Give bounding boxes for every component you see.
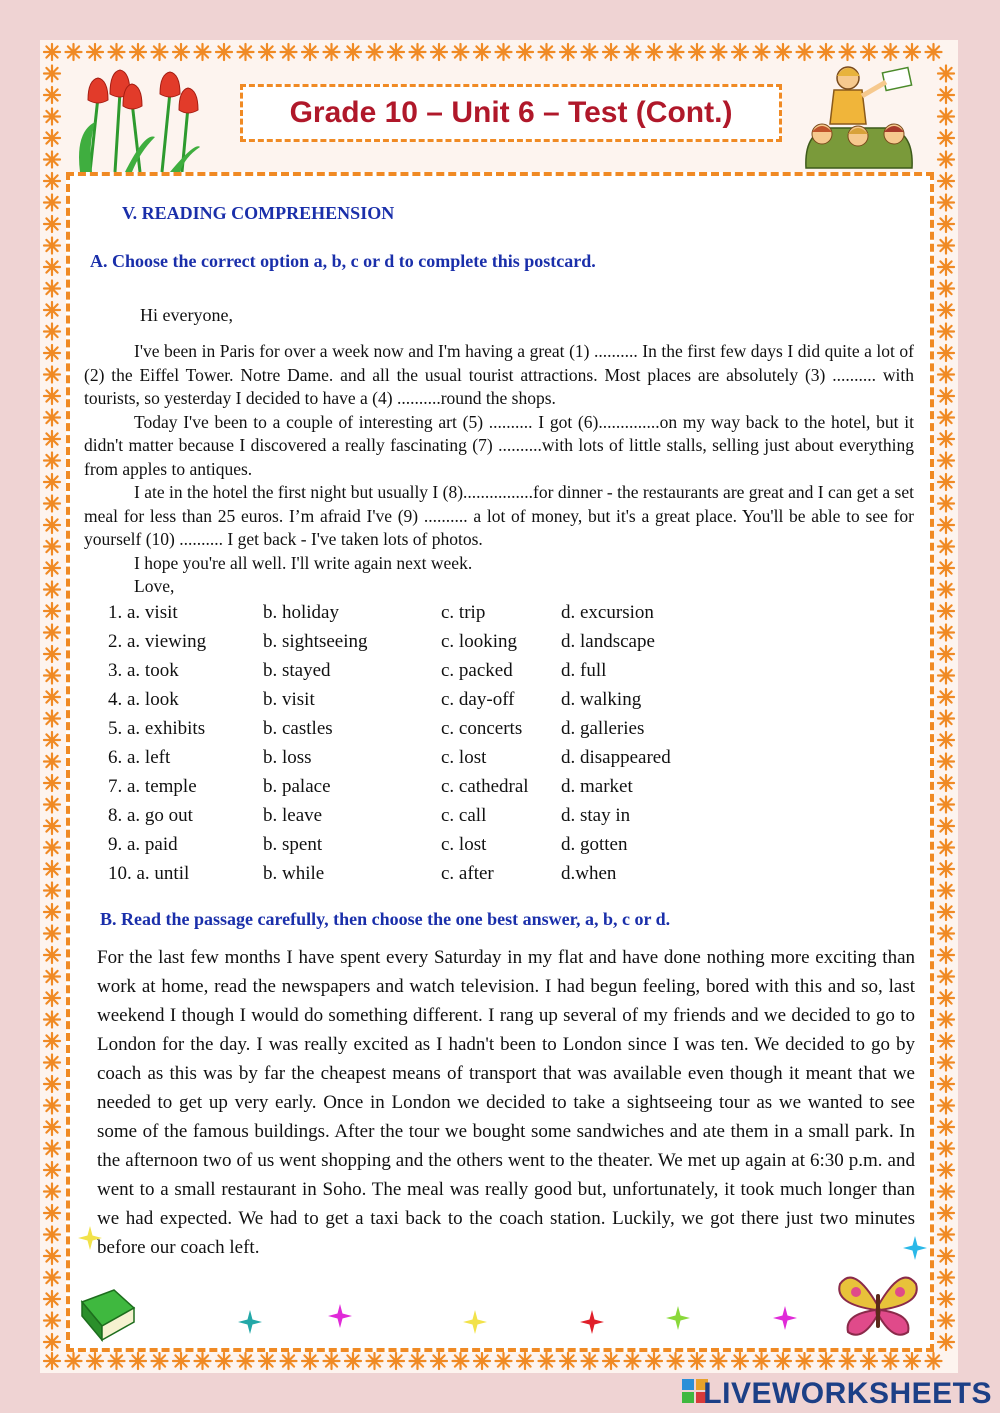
part-b-instruction: B. Read the passage carefully, then choose the one best answer, a, b, c or d. bbox=[100, 909, 671, 929]
option-a[interactable]: 7. a. temple bbox=[108, 775, 197, 797]
option-row bbox=[108, 830, 721, 859]
option-row bbox=[108, 801, 721, 830]
option-d[interactable]: d.when bbox=[561, 862, 617, 884]
postcard-signoff: Love, bbox=[134, 576, 175, 596]
option-row bbox=[108, 714, 721, 743]
option-d[interactable]: d. walking bbox=[561, 688, 642, 710]
sparkles-decoration bbox=[70, 1220, 940, 1350]
option-b[interactable]: b. spent bbox=[263, 833, 323, 855]
option-a[interactable]: 1. a. visit bbox=[108, 601, 178, 623]
sparkle-icon bbox=[903, 1236, 927, 1260]
option-c[interactable]: c. concerts bbox=[441, 717, 523, 739]
option-c[interactable]: c. after bbox=[441, 862, 494, 884]
option-c[interactable]: c. day-off bbox=[441, 688, 515, 710]
option-d[interactable]: d. stay in bbox=[561, 804, 631, 826]
answer-options bbox=[108, 598, 721, 888]
sparkle-icon bbox=[238, 1310, 262, 1334]
option-d[interactable]: d. galleries bbox=[561, 717, 645, 739]
option-a[interactable]: 4. a. look bbox=[108, 688, 179, 710]
option-c[interactable]: c. lost bbox=[441, 746, 487, 768]
postcard-greeting: Hi everyone, bbox=[140, 305, 233, 325]
option-row bbox=[108, 627, 721, 656]
passage-text: For the last few months I have spent every Saturday in my flat and have done nothing more exciting than work at home, read the newspapers and watch television. I had begun feeling, bored with this and so, last weekend I though I would do something different. I rang up several of my friends and we decided to go to London for the day. I was really excited as I hadn't been to London since I was ten. We decided to go by coach as this was by far the cheapest means of transport that was available even though it meant that we needed to get up very early. Once in London we decided to take a sightseeing tour as we wanted to see some of the famous buildings. After the tour we bought some sandwiches and ate them in a small park. In the afternoon two of us went shopping and the others went to the theater. We met up again at 6:30 p.m. and went to a small restaurant in Soho. The meal was really good but, unfortunately, it took much longer than we had expected. We had to get a taxi back to the coach station. Luckily, we got there just two minutes before our coach left. bbox=[97, 947, 915, 1258]
postcard-paragraph: I hope you're all well. I'll write again next week. bbox=[134, 552, 473, 573]
option-b[interactable]: b. leave bbox=[263, 804, 323, 826]
sparkle-icon bbox=[580, 1310, 604, 1334]
option-a[interactable]: 10. a. until bbox=[108, 862, 190, 884]
option-b[interactable]: b. visit bbox=[263, 688, 315, 710]
option-b[interactable]: b. loss bbox=[263, 746, 312, 768]
option-a[interactable]: 8. a. go out bbox=[108, 804, 193, 826]
option-d[interactable]: d. disappeared bbox=[561, 746, 671, 768]
option-a[interactable]: 5. a. exhibits bbox=[108, 717, 206, 739]
option-a[interactable]: 9. a. paid bbox=[108, 833, 178, 855]
option-a[interactable]: 2. a. viewing bbox=[108, 630, 207, 652]
option-a[interactable]: 6. a. left bbox=[108, 746, 171, 768]
reading-passage bbox=[97, 943, 915, 1262]
option-c[interactable]: c. lost bbox=[441, 833, 487, 855]
sparkle-icon bbox=[666, 1306, 690, 1330]
option-row bbox=[108, 859, 721, 888]
sparkle-icon bbox=[328, 1304, 352, 1328]
option-row bbox=[108, 598, 721, 627]
postcard-paragraph: I've been in Paris for over a week now and I'm having a great (1) .......... In the first few days I did quite a lot of (2) the Eiffel Tower. Notre Dame. and all the usual tourist attractions. Most places are absolutely (3) .......... with tourists, so yesterday I decided to have a (4) ..........round the shops. bbox=[84, 341, 914, 408]
option-d[interactable]: d. market bbox=[561, 775, 633, 797]
section-heading-reading: V. READING COMPREHENSION bbox=[122, 203, 395, 223]
sparkle-icon bbox=[78, 1226, 102, 1250]
option-d[interactable]: d. gotten bbox=[561, 833, 628, 855]
title-box bbox=[240, 84, 782, 142]
option-c[interactable]: c. call bbox=[441, 804, 487, 826]
option-b[interactable]: b. palace bbox=[263, 775, 331, 797]
sparkle-icon bbox=[773, 1306, 797, 1330]
page-title: Grade 10 – Unit 6 – Test (Cont.) bbox=[289, 96, 733, 129]
option-c[interactable]: c. looking bbox=[441, 630, 517, 652]
teacher-illustration bbox=[800, 62, 918, 170]
part-a-instruction: A. Choose the correct option a, b, c or d to complete this postcard. bbox=[90, 251, 596, 271]
option-b[interactable]: b. while bbox=[263, 862, 325, 884]
option-row bbox=[108, 685, 721, 714]
watermark: LIVEWORKSHEETS bbox=[703, 1377, 992, 1410]
option-b[interactable]: b. stayed bbox=[263, 659, 331, 681]
postcard-text bbox=[84, 340, 914, 599]
option-c[interactable]: c. trip bbox=[441, 601, 486, 623]
option-row bbox=[108, 656, 721, 685]
option-c[interactable]: c. cathedral bbox=[441, 775, 529, 797]
option-d[interactable]: d. excursion bbox=[561, 601, 654, 623]
option-b[interactable]: b. holiday bbox=[263, 601, 339, 623]
option-b[interactable]: b. castles bbox=[263, 717, 333, 739]
option-row bbox=[108, 743, 721, 772]
option-b[interactable]: b. sightseeing bbox=[263, 630, 368, 652]
option-c[interactable]: c. packed bbox=[441, 659, 513, 681]
option-row bbox=[108, 772, 721, 801]
tulips-illustration bbox=[70, 62, 205, 174]
option-a[interactable]: 3. a. took bbox=[108, 659, 179, 681]
postcard-paragraph: Today I've been to a couple of interesting art (5) .......... I got (6)..............on my way back to the hotel, but it didn't matter because I discovered a really fascinating (7) ..........with lots of little stalls, selling just about everything from apples to antiques. bbox=[84, 411, 914, 479]
option-d[interactable]: d. full bbox=[561, 659, 607, 681]
sparkle-icon bbox=[463, 1310, 487, 1334]
option-d[interactable]: d. landscape bbox=[561, 630, 655, 652]
postcard-paragraph: I ate in the hotel the first night but usually I (8)................for dinner - the restaurants are great and I can get a set meal for less than 25 euros. I’m afraid I've (9) .......... a lot of money, but it's a great place. You'll be able to see for yourself (10) .......... I get back - I've taken lots of photos. bbox=[84, 482, 914, 549]
